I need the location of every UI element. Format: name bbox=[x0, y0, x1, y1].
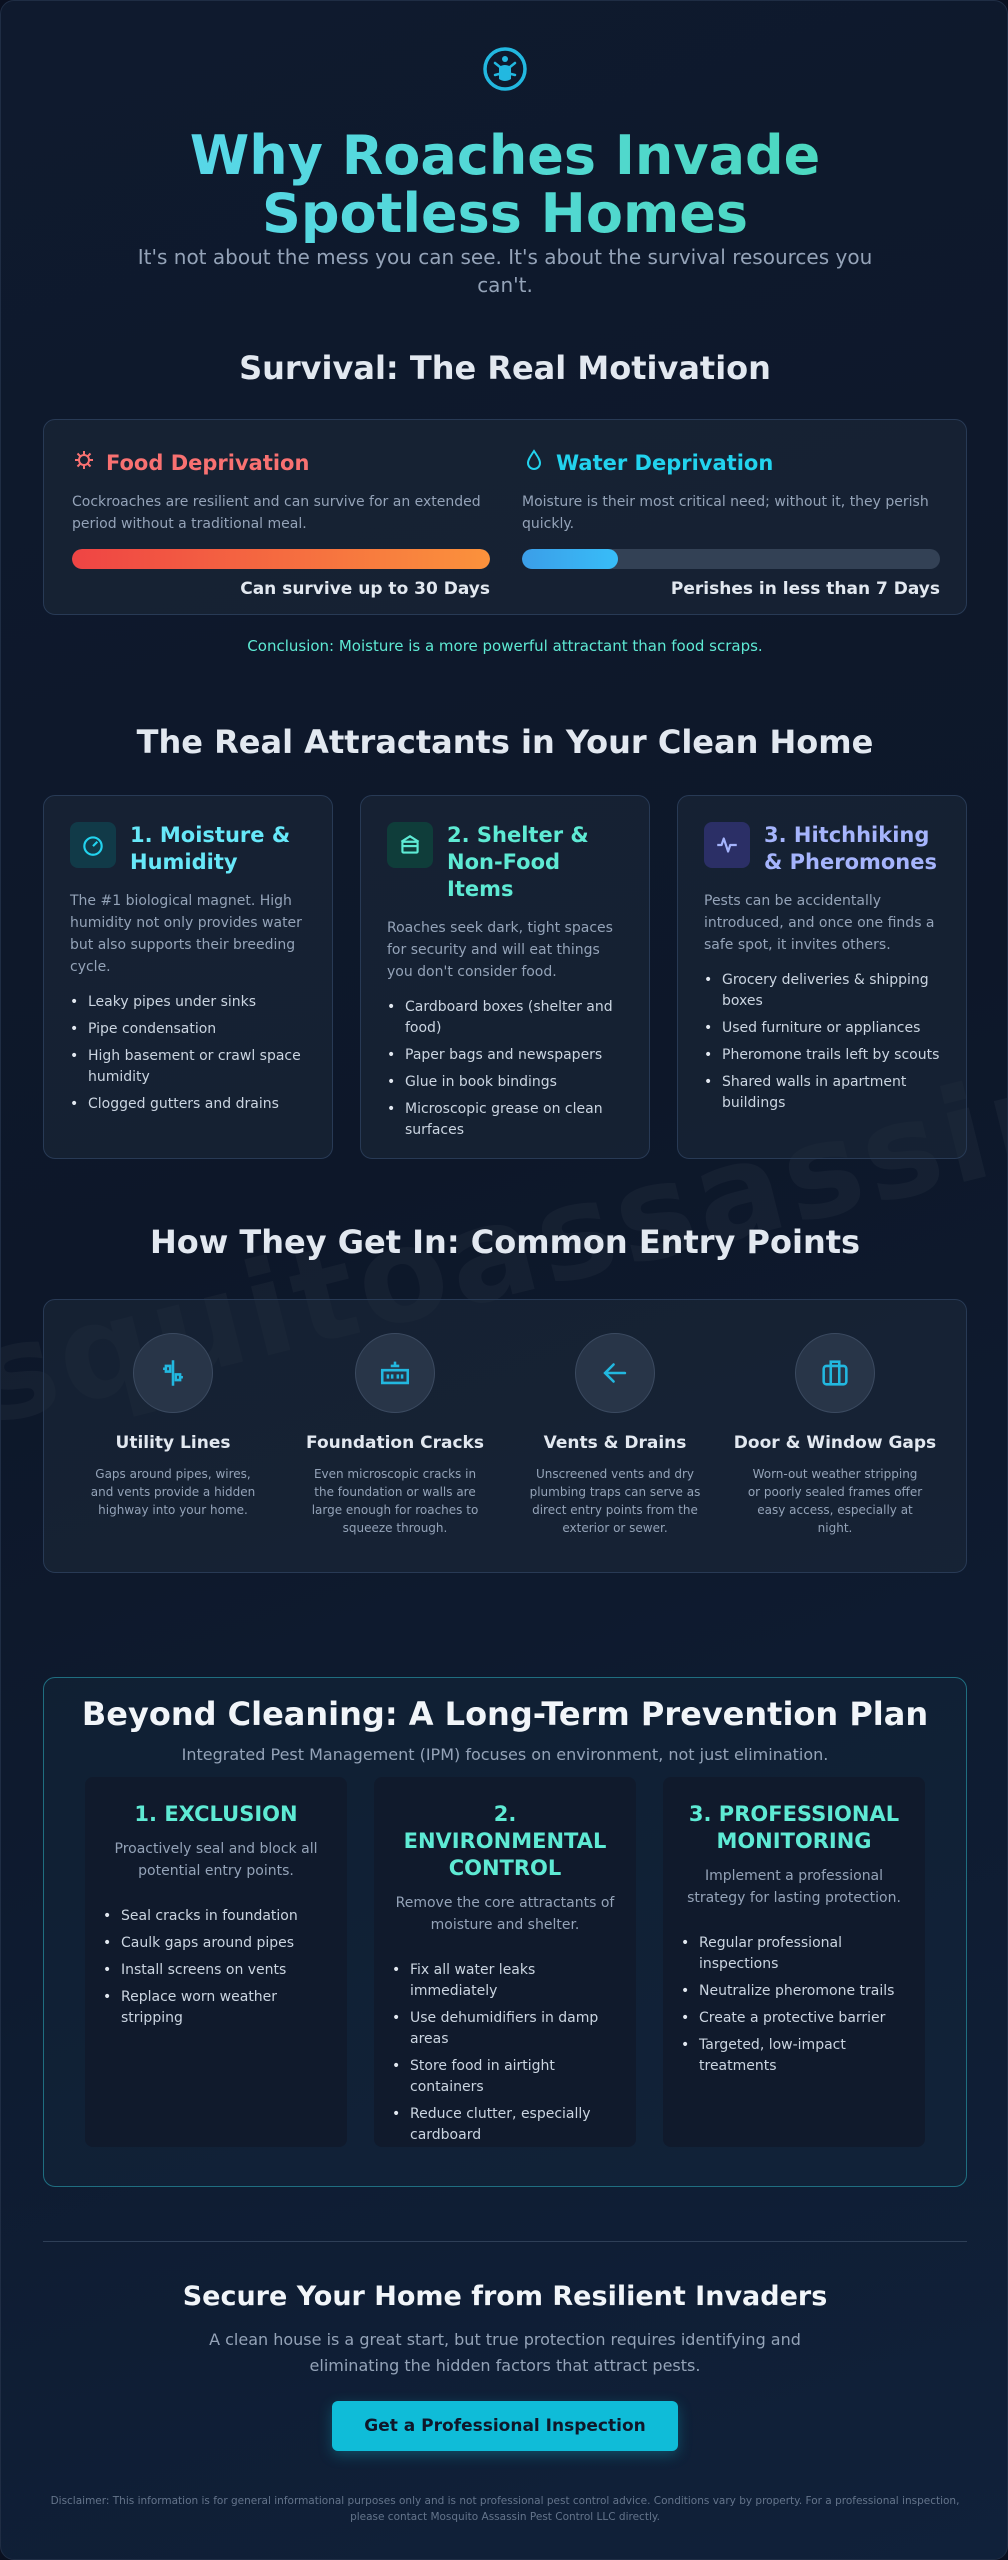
attractant-list bbox=[387, 997, 623, 1141]
list-item: • Used furniture or appliances bbox=[704, 1018, 940, 1039]
attractant-card-moisture bbox=[43, 795, 333, 1159]
list-item: • Targeted, low-impact treatments bbox=[681, 2035, 907, 2077]
list-item: • Caulk gaps around pipes bbox=[103, 1933, 329, 1954]
attractant-description: The #1 biological magnet. High humidity not only provides water but also supports their breeding cycle. bbox=[70, 893, 302, 975]
list-item: • Replace worn weather stripping bbox=[103, 1987, 329, 2029]
attractant-title: 2. Shelter & Non-Food Items bbox=[447, 823, 589, 901]
entry-point-utility-lines bbox=[63, 1299, 283, 1519]
page-title: Why Roaches Invade Spotless Homes bbox=[61, 127, 949, 243]
food-deprivation-description: Cockroaches are resilient and can survive for an extended period without a traditional meal. bbox=[72, 494, 481, 532]
attractant-title: 3. Hitchhiking & Pheromones bbox=[764, 823, 937, 874]
list-item: • Reduce clutter, especially cardboard bbox=[392, 2104, 618, 2146]
list-item: • Create a protective barrier bbox=[681, 2008, 907, 2029]
prevention-plan-title: Beyond Cleaning: A Long-Term Prevention Plan bbox=[81, 1695, 929, 1733]
attractant-card-shelter bbox=[360, 795, 650, 1159]
foundation-icon bbox=[355, 1333, 435, 1413]
plan-column-list bbox=[681, 1933, 907, 2077]
bug-shield-icon bbox=[481, 45, 529, 95]
food-survival-bar-fill bbox=[72, 549, 490, 569]
list-item: • Pipe condensation bbox=[70, 1019, 306, 1040]
disclaimer-text: Disclaimer: This information is for general informational purposes only and is not professional pest control advice. Conditions vary by property. For a professional inspection, please contact Mosquito Assassin Pest Control LLC directly. bbox=[50, 2495, 960, 2523]
plan-column-title: 3. PROFESSIONAL MONITORING bbox=[688, 1802, 900, 1853]
list-item: • Fix all water leaks immediately bbox=[392, 1960, 618, 2002]
list-item: • Regular professional inspections bbox=[681, 1933, 907, 1975]
plan-column-list bbox=[103, 1906, 329, 2029]
attractant-description: Roaches seek dark, tight spaces for security and will eat things you don't consider food. bbox=[387, 920, 613, 980]
attractant-card-hitchhiking bbox=[677, 795, 967, 1159]
plan-column-exclusion bbox=[85, 1777, 347, 2147]
plan-column-title: 1. EXCLUSION bbox=[134, 1802, 298, 1826]
survival-card bbox=[43, 419, 967, 615]
plan-column-description: Implement a professional strategy for lasting protection. bbox=[687, 1868, 901, 1906]
window-door-icon bbox=[795, 1333, 875, 1413]
list-item: • Grocery deliveries & shipping boxes bbox=[704, 970, 940, 1012]
water-deprivation-title: Water Deprivation bbox=[556, 450, 774, 475]
water-survival-bar bbox=[522, 549, 940, 569]
prevention-plan-subtitle: Integrated Pest Management (IPM) focuses on environment, not just elimination. bbox=[181, 1745, 829, 1764]
entry-point-title: Vents & Drains bbox=[543, 1433, 687, 1453]
list-item: • Leaky pipes under sinks bbox=[70, 992, 306, 1013]
list-item: • Clogged gutters and drains bbox=[70, 1094, 306, 1115]
entry-point-title: Utility Lines bbox=[115, 1433, 231, 1453]
plan-column-environmental-control bbox=[374, 1777, 636, 2147]
list-item: • Install screens on vents bbox=[103, 1960, 329, 1981]
entry-point-title: Foundation Cracks bbox=[306, 1433, 484, 1453]
water-survival-bar-fill bbox=[522, 549, 618, 569]
list-item: • Use dehumidifiers in damp areas bbox=[392, 2008, 618, 2050]
entry-point-description: Gaps around pipes, wires, and vents provide a hidden highway into your home. bbox=[90, 1467, 256, 1517]
entry-point-description: Worn-out weather stripping or poorly sealed frames offer easy access, especially at night. bbox=[747, 1467, 923, 1535]
plan-column-description: Proactively seal and block all potential entry points. bbox=[114, 1841, 318, 1879]
plan-column-title: 2. ENVIRONMENTAL CONTROL bbox=[403, 1802, 607, 1880]
list-item: • High basement or crawl space humidity bbox=[70, 1046, 306, 1088]
water-survival-label: Perishes in less than 7 Days bbox=[670, 579, 940, 599]
plan-column-professional-monitoring bbox=[663, 1777, 925, 2147]
list-item: • Microscopic grease on clean surfaces bbox=[387, 1099, 623, 1141]
pulse-icon bbox=[704, 822, 750, 868]
food-survival-bar bbox=[72, 549, 490, 569]
list-item: • Pheromone trails left by scouts bbox=[704, 1045, 940, 1066]
food-survival-label: Can survive up to 30 Days bbox=[240, 579, 490, 599]
list-item: • Paper bags and newspapers bbox=[387, 1045, 623, 1066]
list-item: • Store food in airtight containers bbox=[392, 2056, 618, 2098]
bug-icon bbox=[72, 448, 96, 477]
entry-point-description: Unscreened vents and dry plumbing traps can serve as direct entry points from the exterior or sewer. bbox=[529, 1467, 701, 1535]
food-deprivation-title: Food Deprivation bbox=[106, 450, 310, 475]
arrow-left-icon bbox=[575, 1333, 655, 1413]
entry-points-section-title: How They Get In: Common Entry Points bbox=[149, 1223, 861, 1261]
survival-conclusion: Conclusion: Moisture is a more powerful attractant than food scraps. bbox=[247, 637, 763, 655]
plan-column-list bbox=[392, 1960, 618, 2146]
box-icon bbox=[387, 822, 433, 868]
plan-column-description: Remove the core attractants of moisture and shelter. bbox=[395, 1895, 615, 1933]
gauge-icon bbox=[70, 822, 116, 868]
attractant-title: 1. Moisture & Humidity bbox=[130, 823, 291, 874]
get-inspection-button[interactable]: Get a Professional Inspection bbox=[332, 2401, 678, 2451]
entry-point-foundation-cracks bbox=[285, 1299, 505, 1537]
food-deprivation-column bbox=[72, 448, 490, 599]
attractant-list bbox=[70, 992, 306, 1115]
survival-section-title: Survival: The Real Motivation bbox=[239, 349, 771, 387]
list-item: • Seal cracks in foundation bbox=[103, 1906, 329, 1927]
list-item: • Cardboard boxes (shelter and food) bbox=[387, 997, 623, 1039]
attractant-description: Pests can be accidentally introduced, and once one finds a safe spot, it invites others. bbox=[704, 893, 935, 953]
water-deprivation-description: Moisture is their most critical need; without it, they perish quickly. bbox=[522, 494, 929, 532]
utility-lines-icon bbox=[133, 1333, 213, 1413]
page-subtitle: It's not about the mess you can see. It's about the survival resources you can't. bbox=[137, 245, 873, 297]
cta-description: A clean house is a great start, but true protection requires identifying and eliminating the hidden factors that attract pests. bbox=[209, 2330, 801, 2375]
attractants-section-title: The Real Attractants in Your Clean Home bbox=[136, 723, 874, 761]
list-item: • Shared walls in apartment buildings bbox=[704, 1072, 940, 1114]
entry-point-description: Even microscopic cracks in the foundation or walls are large enough for roaches to squeeze through. bbox=[311, 1467, 479, 1535]
list-item: • Neutralize pheromone trails bbox=[681, 1981, 907, 2002]
entry-point-title: Door & Window Gaps bbox=[733, 1433, 937, 1453]
water-drop-icon bbox=[522, 448, 546, 477]
section-divider bbox=[43, 2241, 967, 2242]
water-deprivation-column bbox=[522, 448, 940, 599]
entry-point-vents-drains bbox=[505, 1299, 725, 1537]
attractant-list bbox=[704, 970, 940, 1114]
entry-point-door-window bbox=[725, 1299, 945, 1537]
cta-title: Secure Your Home from Resilient Invaders bbox=[182, 2281, 828, 2312]
list-item: • Glue in book bindings bbox=[387, 1072, 623, 1093]
